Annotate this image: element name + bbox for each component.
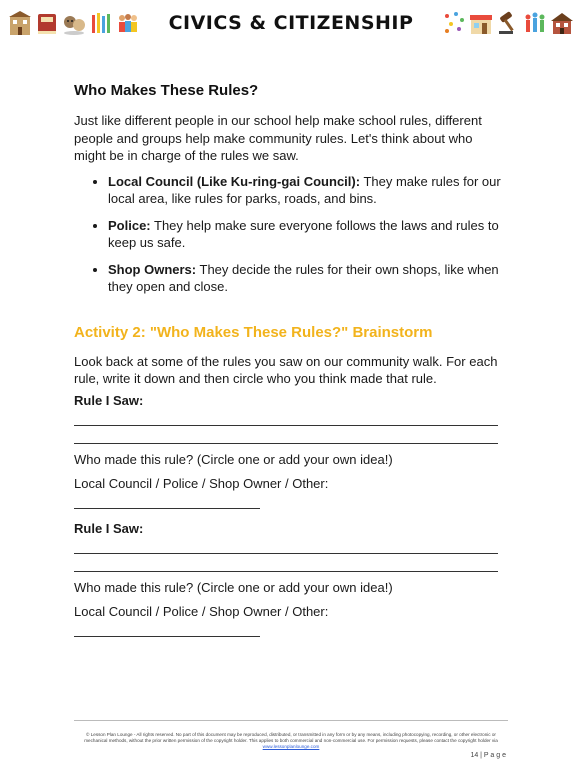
list-item-term: Police: [108, 217, 151, 233]
write-line[interactable] [74, 426, 498, 444]
write-line[interactable] [74, 408, 498, 426]
rule-makers-list [74, 173, 504, 296]
list-item-text: They decide the rules for their own shops, like when they open and close. [108, 261, 499, 294]
footer-copyright [74, 732, 508, 750]
list-item [108, 173, 504, 208]
who-made-question: Who made this rule? (Circle one or add your own idea!) [74, 579, 393, 595]
building-icon [8, 10, 32, 36]
gavel-icon [496, 10, 520, 36]
confetti-icon [442, 10, 466, 36]
who-made-question: Who made this rule? (Circle one or add your own idea!) [74, 451, 393, 467]
write-line[interactable] [74, 554, 498, 572]
other-answer-line[interactable] [74, 491, 260, 509]
banner-left-icons [8, 10, 140, 36]
other-answer-line[interactable] [74, 619, 260, 637]
website-link[interactable]: www.lessonplanlounge.com [262, 744, 320, 749]
store-icon [469, 10, 493, 36]
list-item [108, 217, 504, 252]
pencils-icon [89, 10, 113, 36]
book-icon [35, 10, 59, 36]
banner-title: CIVICS & CITIZENSHIP [168, 12, 414, 34]
worksheet-content [74, 82, 504, 637]
copyright-text: © Lesson Plan Lounge - All rights reserved. No part of this document may be reproduced, distributed, or transmitted in any form or by any means, including photocopying, recording, or other electronic or mechanical methods, without the prior written permission of the copyright holder. This applies to both commercial and non-commercial use. For permission requests, please contact the copyright holder via [84, 732, 498, 743]
list-item-term: Shop Owners: [108, 261, 197, 277]
section-heading: Who Makes These Rules? [74, 82, 259, 99]
children-icon [116, 10, 140, 36]
banner-right-icons [442, 10, 574, 36]
rule-label: Rule I Saw: [74, 520, 144, 536]
list-item-text: They make rules for our local area, like rules for parks, roads, and bins. [108, 173, 501, 206]
house-icon [550, 10, 574, 36]
rule-block-1 [74, 393, 504, 509]
footer-divider [74, 720, 508, 721]
rule-label: Rule I Saw: [74, 392, 144, 408]
pets-icon [62, 10, 86, 36]
circle-options: Local Council / Police / Shop Owner / Other: [74, 603, 329, 619]
list-item [108, 261, 504, 296]
header-banner [0, 0, 582, 46]
write-line[interactable] [74, 536, 498, 554]
people-icon [523, 10, 547, 36]
circle-options: Local Council / Police / Shop Owner / Other: [74, 475, 329, 491]
activity-heading: Activity 2: "Who Makes These Rules?" Brainstorm [74, 323, 433, 341]
list-item-term: Local Council (Like Ku-ring-gai Council): [108, 173, 361, 189]
page-number: 14 | P a g e [470, 752, 506, 759]
section-intro: Just like different people in our school help make school rules, different people and groups help make community rules. Let's think about who might be in charge of the rules we saw. [74, 113, 482, 163]
list-item-text: They help make sure everyone follows the laws and rules to keep us safe. [108, 217, 499, 250]
rule-block-2 [74, 521, 504, 637]
activity-instructions: Look back at some of the rules you saw on our community walk. For each rule, write it down and then circle who you think made that rule. [74, 353, 498, 386]
